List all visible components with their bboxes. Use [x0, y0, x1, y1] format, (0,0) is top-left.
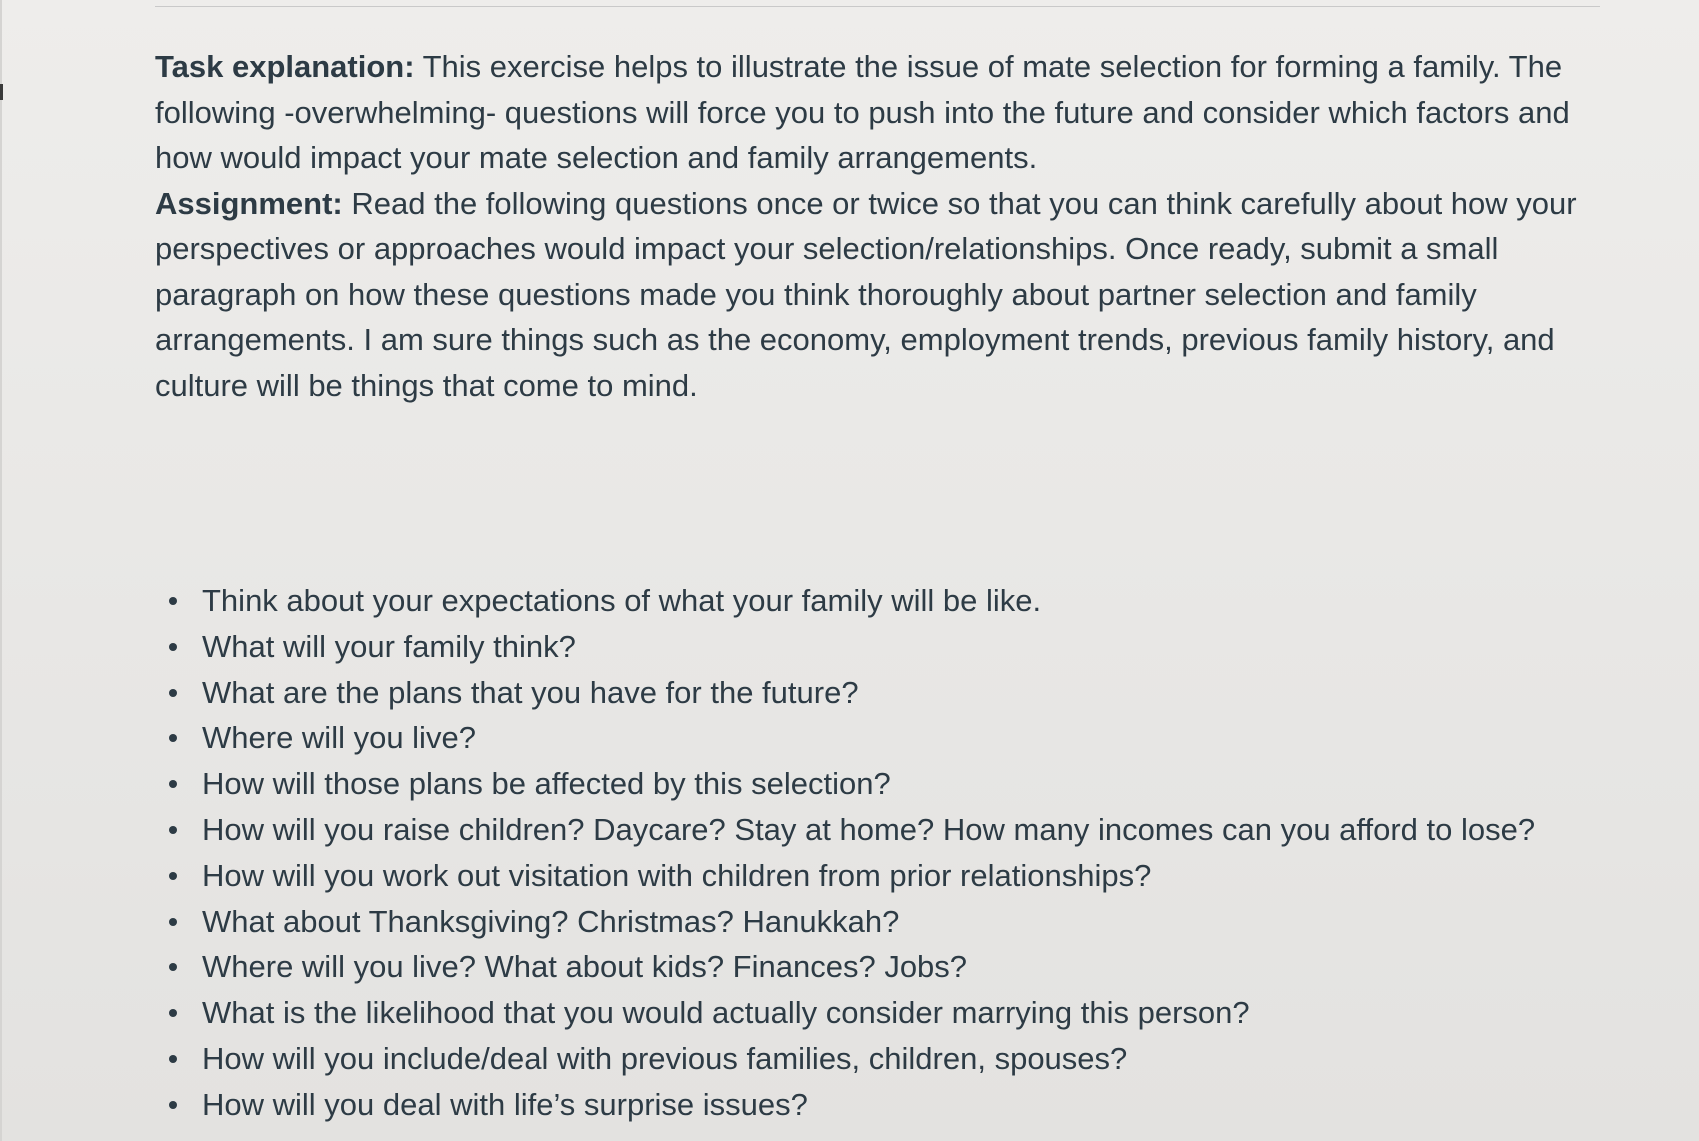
- bullet-icon: [169, 963, 177, 971]
- question-item: [155, 990, 1595, 1036]
- task-explanation-text: This exercise helps to illustrate the issue of mate selection for forming a family. The following -overwhelming- questions will force you to push into the future and consider which factors and how would impact your mate selection and family arrangements.: [155, 49, 1570, 175]
- window-left-edge: [0, 0, 2, 1141]
- question-text: What will your family think?: [202, 628, 576, 664]
- instructions-content: [155, 44, 1615, 408]
- bullet-icon: [169, 734, 177, 742]
- bullet-icon: [169, 918, 177, 926]
- bullet-icon: [169, 597, 177, 605]
- question-item: [155, 578, 1595, 624]
- question-item: [155, 1036, 1595, 1082]
- question-text: Where will you live?: [202, 720, 476, 756]
- task-explanation-label: Task explanation:: [155, 49, 415, 84]
- question-item: [155, 624, 1595, 670]
- questions-list: [155, 578, 1595, 1128]
- top-divider: [155, 6, 1600, 7]
- question-item: [155, 807, 1595, 853]
- question-item: [155, 1082, 1595, 1128]
- question-item: [155, 761, 1595, 807]
- bullet-icon: [169, 643, 177, 651]
- bullet-icon: [169, 826, 177, 834]
- edge-marker: [0, 84, 3, 100]
- question-text: How will you deal with life’s surprise issues?: [202, 1086, 808, 1122]
- question-item: [155, 899, 1595, 945]
- question-text: What is the likelihood that you would actually consider marrying this person?: [202, 995, 1250, 1031]
- question-text: What are the plans that you have for the future?: [202, 674, 859, 710]
- bullet-icon: [169, 1009, 177, 1017]
- question-text: Think about your expectations of what your family will be like.: [202, 583, 1042, 618]
- question-item: [155, 944, 1595, 990]
- question-item: [155, 853, 1595, 899]
- bullet-icon: [169, 872, 177, 880]
- question-text: How will those plans be affected by this selection?: [202, 766, 891, 802]
- bullet-icon: [169, 780, 177, 788]
- assignment-text: Read the following questions once or twice so that you can think carefully about how your perspectives or approaches would impact your selection/relationships. Once ready, submit a small paragraph on how these questions made you think thoroughly about partner selection and family arrangements. I am sure things such as the economy, employment trends, previous family history, and culture will be things that come to mind.: [155, 185, 1577, 403]
- question-text: How will you work out visitation with children from prior relationships?: [202, 857, 1152, 893]
- question-item: [155, 670, 1595, 716]
- question-text: Where will you live? What about kids? Finances? Jobs?: [202, 949, 968, 985]
- bullet-icon: [169, 1055, 177, 1063]
- assignment-paragraph: [155, 181, 1615, 409]
- assignment-label: Assignment:: [155, 185, 343, 221]
- task-explanation-paragraph: [155, 44, 1615, 181]
- question-text: How will you raise children? Daycare? Stay at home? How many incomes can you afford to lose?: [202, 811, 1536, 847]
- question-text: How will you include/deal with previous families, children, spouses?: [202, 1040, 1128, 1076]
- question-item: [155, 715, 1595, 761]
- bullet-icon: [169, 689, 177, 697]
- bullet-icon: [169, 1101, 177, 1109]
- question-text: What about Thanksgiving? Christmas? Hanukkah?: [202, 903, 900, 939]
